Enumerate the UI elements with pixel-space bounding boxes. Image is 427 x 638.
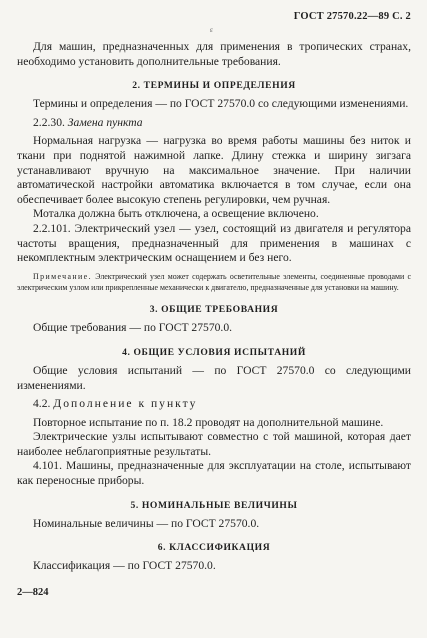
section-2-heading: 2. ТЕРМИНЫ И ОПРЕДЕЛЕНИЯ xyxy=(132,80,296,92)
clause-number: 4.2. xyxy=(33,397,51,411)
section-3-heading: 3. ОБЩИЕ ТРЕБОВАНИЯ xyxy=(149,304,279,316)
clause-2-2-30 xyxy=(17,116,411,131)
clause-title: Дополнение к пункту xyxy=(53,397,198,411)
clause-4-2 xyxy=(17,397,411,412)
standard-header: ГОСТ 27570.22—89 С. 2 xyxy=(293,11,411,22)
section-6-text: Классификация — по ГОСТ 27570.0. xyxy=(33,559,216,573)
section-5-heading: 5. НОМИНАЛЬНЫЕ ВЕЛИЧИНЫ xyxy=(130,499,298,511)
clause-number: 2.2.30. xyxy=(33,115,65,129)
page-content xyxy=(17,40,411,574)
section-5-text: Номинальные величины — по ГОСТ 27570.0. xyxy=(33,516,260,530)
intro-paragraph: Для машин, предназначенных для применения в тропических странах, необходимо установить дополнительные требования. xyxy=(17,40,411,68)
section-2-text: Термины и определения — по ГОСТ 27570.0 со следующими изменениями. xyxy=(33,97,409,111)
section-2-paragraph-3: 2.2.101. Электрический узел — узел, состоящий из двигателя и регулятора частоты вращения, предназначенный для применения в машинах с некомплектным электрическим оснащением и без него. xyxy=(17,221,411,265)
clause-title: Замена пункта xyxy=(67,115,143,129)
section-4-text: Общие условия испытаний — по ГОСТ 27570.0 со следующими изменениями. xyxy=(17,363,411,392)
section-6-heading: 6. КЛАССИФИКАЦИЯ xyxy=(157,542,271,554)
section-4-paragraph-1: Повторное испытание по п. 18.2 проводят на дополнительной машине. xyxy=(33,415,384,429)
note-label: Примечание. xyxy=(33,271,92,281)
section-2-paragraph-1: Нормальная нагрузка — нагрузка во время работы машины без ниток и ткани при поднятой нажимной лапке. Длину стежка и ширину зигзага устанавливают вручную на максимальное значение. При наличии автоматической настройки автоматика включается в том случае, если она обеспечивает более высокую степень регулировки, чем ручная. xyxy=(17,134,411,206)
section-3-text: Общие требования — по ГОСТ 27570.0. xyxy=(33,321,233,335)
note-block xyxy=(17,272,411,294)
page-footer-code: 2—824 xyxy=(17,587,49,598)
section-2-paragraph-2: Моталка должна быть отключена, а освещение включено. xyxy=(33,207,319,221)
note-text: Электрический узел может содержать осветительные элементы, соединенные проводами с электрическим узлом или прикрепленные механически к двигателю, предназначенные для установки на машину. xyxy=(17,271,412,292)
section-4-paragraph-2: Электрические узлы испытывают совместно с той машиной, которая дает наиболее неблагоприятные результаты. xyxy=(17,430,411,458)
section-4-paragraph-3: 4.101. Машины, предназначенные для эксплуатации на столе, испытывают как переносные приборы. xyxy=(17,459,411,488)
header-mark: ε xyxy=(210,26,213,34)
section-4-heading: 4. ОБЩИЕ УСЛОВИЯ ИСПЫТАНИЙ xyxy=(122,346,306,358)
